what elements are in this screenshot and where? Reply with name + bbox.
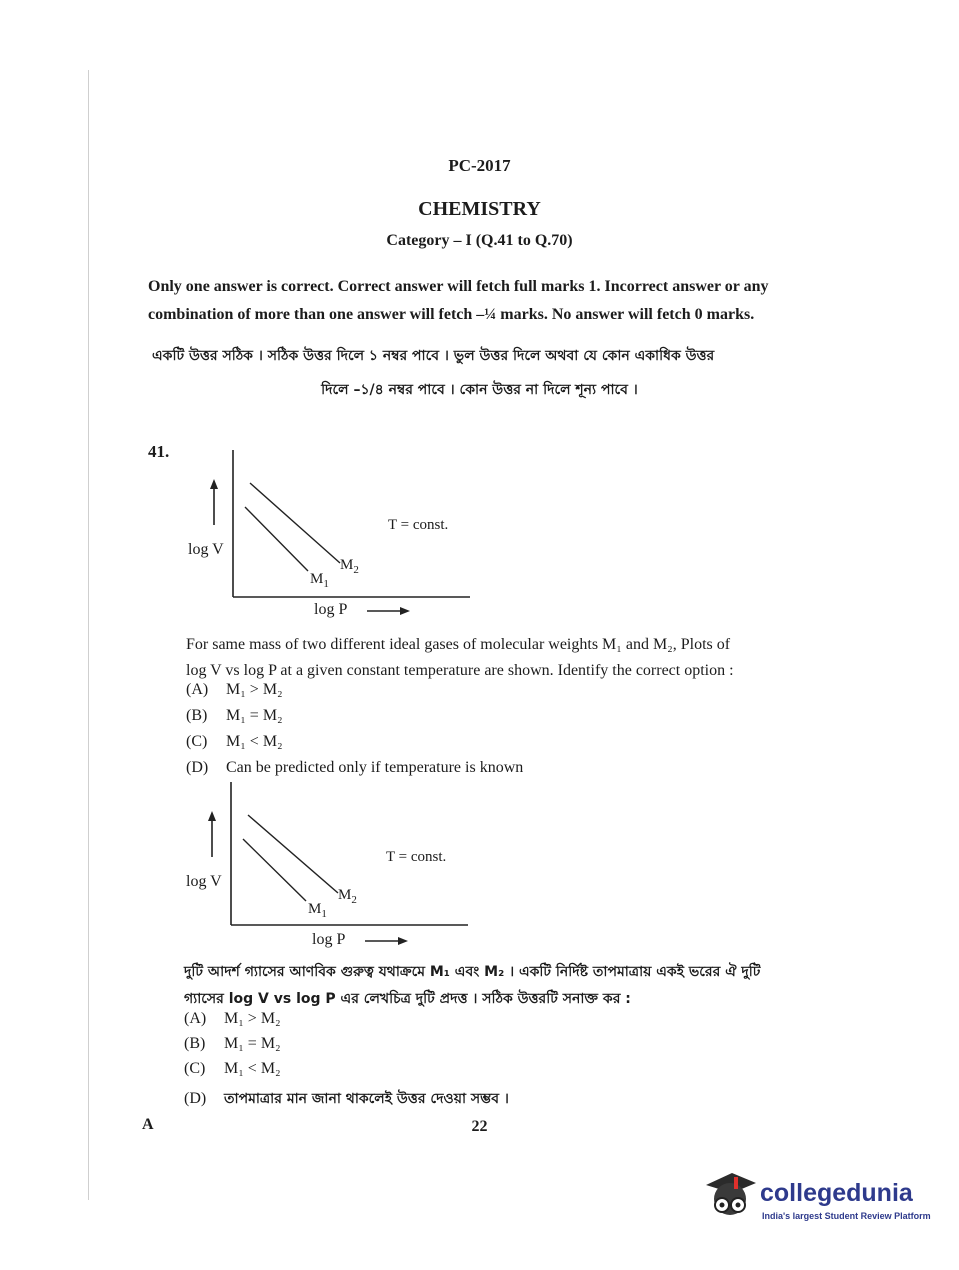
option-bn-d: (D) তাপমাত্রার মান জানা থাকলেই উত্তর দেওয়া সম্ভব ।	[184, 1090, 509, 1107]
m2-label: $M_2$	[338, 887, 357, 906]
instruction-en-line1: Only one answer is correct. Correct answer will fetch full marks 1. Incorrect answer or any	[148, 278, 769, 295]
paper-code: PC-2017	[448, 156, 511, 175]
subject-title: CHEMISTRY	[418, 198, 541, 220]
set-code: A	[142, 1116, 154, 1133]
option-bn-a: (A) M₁ > M₂	[184, 1010, 281, 1027]
x-axis-label: log P	[314, 601, 348, 618]
option-en-d: (D) Can be predicted only if temperature is known	[186, 759, 524, 776]
option-en-c: (C) M₁ < M₂	[186, 733, 283, 750]
page-number: 22	[471, 1118, 488, 1135]
m1-label: $M_1$	[310, 571, 329, 590]
brand-tagline: India's largest Student Review Platform	[762, 1211, 931, 1221]
y-axis-label: log V	[188, 541, 224, 558]
x-axis-label: log P	[312, 931, 346, 948]
question-en-line1: For same mass of two different ideal gases of molecular weights M₁ and M₂, Plots of	[186, 636, 731, 653]
instruction-bn-line2: দিলে –১/৪ নম্বর পাবে । কোন উত্তর না দিলে শূন্য পাবে ।	[321, 382, 638, 398]
category-title: Category – I (Q.41 to Q.70)	[386, 232, 573, 249]
brand-name: collegedunia	[760, 1179, 913, 1207]
mascot-icon	[700, 1165, 760, 1229]
question-en-line2: log V vs log P at a given constant temperature are shown. Identify the correct option :	[186, 662, 734, 679]
graph-english	[180, 445, 480, 625]
option-en-b: (B) M₁ = M₂	[186, 707, 283, 724]
option-bn-c: (C) M₁ < M₂	[184, 1060, 281, 1077]
option-en-a: (A) M₁ > M₂	[186, 681, 283, 698]
m2-label: $M_2$	[340, 557, 359, 576]
question-bn-line1: দুটি আদর্শ গ্যাসের আণবিক গুরুত্ব যথাক্রমে M₁ এবং M₂ । একটি নির্দিষ্ট তাপমাত্রায় একই ভরের ঐ দুটি	[184, 964, 761, 980]
condition-label: T = const.	[386, 849, 447, 865]
line-m1	[245, 507, 308, 571]
question-number: 41.	[148, 442, 170, 461]
y-axis-label: log V	[186, 873, 222, 890]
question-bn-line2: গ্যাসের log V vs log P এর লেখচিত্র দুটি প্রদত্ত । সঠিক উত্তরটি সনাক্ত কর :	[184, 991, 631, 1007]
line-m2	[248, 815, 338, 893]
graph-bengali	[178, 777, 478, 957]
collegedunia-watermark	[700, 1165, 930, 1235]
condition-label: T = const.	[388, 517, 449, 533]
line-m2	[250, 483, 340, 563]
option-bn-b: (B) M₁ = M₂	[184, 1035, 281, 1052]
instruction-bn-line1: একটি উত্তর সঠিক । সঠিক উত্তর দিলে ১ নম্বর পাবে । ভুল উত্তর দিলে অথবা যে কোন একাধিক উত্তর	[152, 348, 715, 364]
line-m1	[243, 839, 306, 901]
instruction-en-line2: combination of more than one answer will fetch –¼ marks. No answer will fetch 0 marks.	[148, 306, 755, 323]
m1-label: $M_1$	[308, 901, 327, 920]
